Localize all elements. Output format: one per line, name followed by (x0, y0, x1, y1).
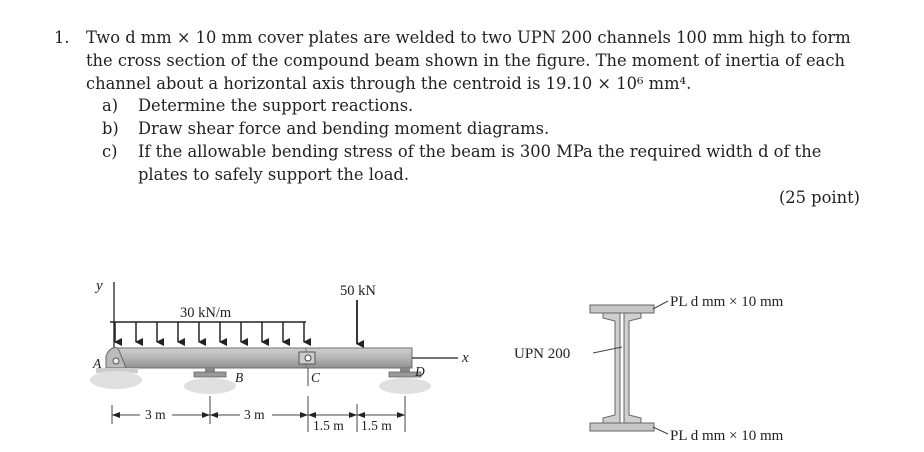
part-a-letter: a) (102, 96, 119, 115)
x-axis-label: x (462, 350, 469, 366)
dimension-c-load-label: 1.5 m (313, 418, 344, 433)
point-a-label: A (93, 356, 102, 371)
point-d-label: D (415, 364, 425, 379)
dimension-ab-label: 3 m (145, 407, 166, 422)
part-c-text: If the allowable bending stress of the beam is 300 MPa the required width d of the (138, 142, 822, 161)
beam-left-segment (116, 348, 306, 368)
points-label: (25 point) (778, 188, 860, 207)
part-c-text-continued: plates to safely support the load. (138, 165, 410, 184)
channel-right (624, 313, 641, 423)
point-c-label: C (311, 370, 321, 385)
y-axis-label: y (96, 278, 103, 294)
distributed-load-arrows (110, 322, 306, 342)
top-cover-plate (590, 305, 654, 313)
distributed-load-label: 30 kN/m (180, 305, 232, 321)
problem-line-2: the cross section of the compound beam shown in the figure. The moment of inertia of each (86, 51, 845, 70)
problem-number: 1. (54, 28, 70, 47)
dimension-load-d-label: 1.5 m (361, 418, 392, 433)
part-c-letter: c) (102, 142, 118, 161)
beam-right-segment (306, 348, 412, 368)
part-b-letter: b) (102, 119, 119, 138)
channel-label: UPN 200 (514, 346, 571, 362)
part-b-text: Draw shear force and bending moment diagrams. (138, 119, 550, 138)
bottom-plate-label: PL d mm × 10 mm (670, 428, 784, 444)
point-b-label: B (235, 370, 244, 385)
top-plate-label: PL d mm × 10 mm (670, 294, 784, 310)
problem-line-3: channel about a horizontal axis through the centroid is 19.10 × 10⁶ mm⁴. (86, 74, 692, 93)
part-a-text: Determine the support reactions. (138, 96, 414, 115)
bottom-cover-plate (590, 423, 654, 431)
channel-left (603, 313, 620, 423)
cross-section (590, 305, 654, 431)
dimension-bc-label: 3 m (244, 407, 265, 422)
support-b (184, 368, 236, 394)
point-load-label: 50 kN (340, 283, 376, 299)
problem-line-1: Two d mm × 10 mm cover plates are welded to two UPN 200 channels 100 mm high to form (86, 28, 851, 47)
